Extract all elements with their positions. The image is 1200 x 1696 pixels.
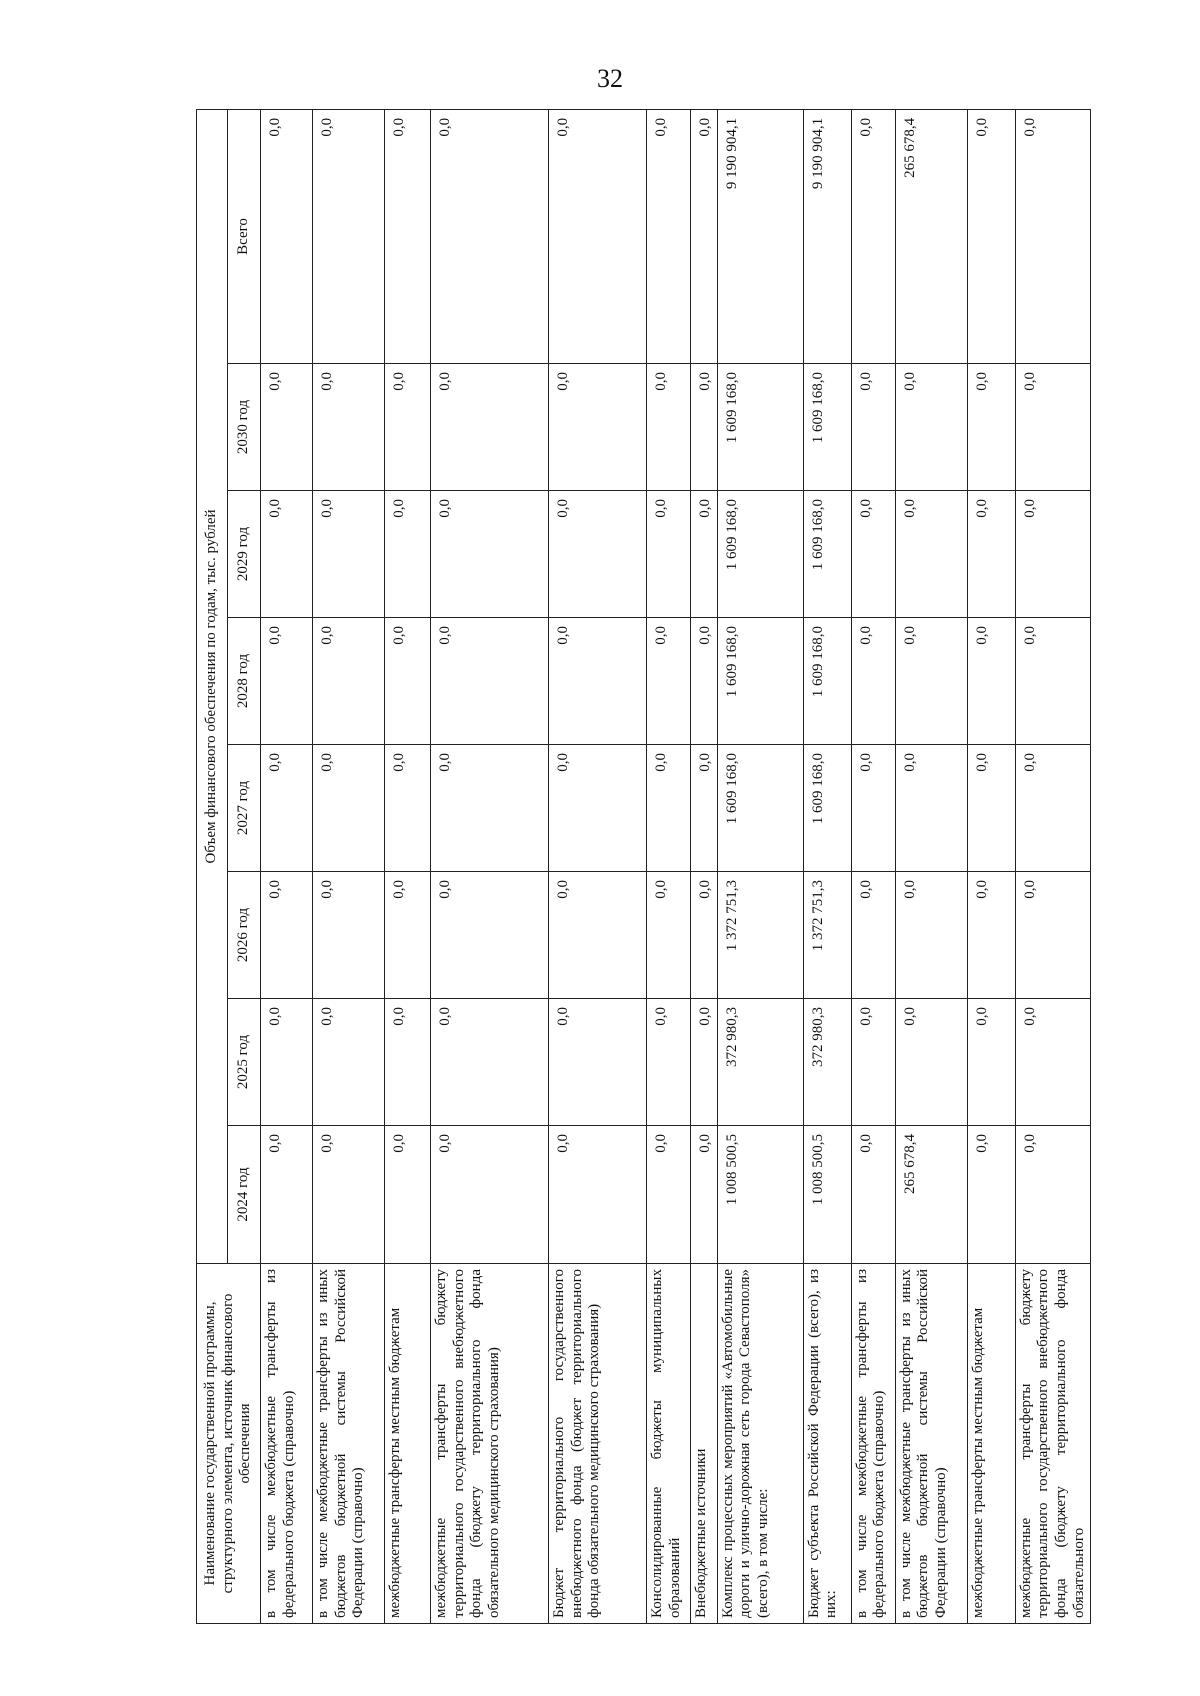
value-cell-total: 0,0 [647, 109, 691, 363]
value-cell-2027: 0,0 [1015, 745, 1091, 872]
value-cell-2030: 1 609 168,0 [717, 364, 803, 491]
value-cell-2028: 0,0 [431, 618, 549, 745]
rotated-table-container [196, 110, 1087, 1624]
value-cell-total: 0,0 [691, 109, 718, 363]
value-cell-2027: 0,0 [431, 745, 549, 872]
value-cell-2024: 0,0 [647, 1126, 691, 1264]
value-cell-2030: 0,0 [1015, 364, 1091, 491]
value-cell-2026: 1 372 751,3 [803, 872, 851, 999]
value-cell-2025: 0,0 [851, 999, 895, 1126]
value-cell-2029: 0,0 [691, 491, 718, 618]
value-cell-2024: 0,0 [967, 1126, 1015, 1264]
table-header-row-1 [197, 109, 228, 1623]
header-year-2030: 2030 год [228, 364, 261, 491]
value-cell-2028: 1 609 168,0 [717, 618, 803, 745]
header-year-2026: 2026 год [228, 872, 261, 999]
value-cell-2030: 0,0 [385, 364, 431, 491]
value-cell-2026: 0,0 [549, 872, 647, 999]
value-cell-2028: 0,0 [261, 618, 313, 745]
value-cell-2026: 0,0 [691, 872, 718, 999]
value-cell-2025: 372 980,3 [717, 999, 803, 1126]
value-cell-2027: 0,0 [261, 745, 313, 872]
value-cell-2025: 0,0 [967, 999, 1015, 1126]
value-cell-2026: 0,0 [1015, 872, 1091, 999]
header-year-2024: 2024 год [228, 1126, 261, 1264]
value-cell-2025: 0,0 [895, 999, 967, 1126]
value-cell-2026: 0,0 [967, 872, 1015, 999]
value-cell-2024: 0,0 [1015, 1126, 1091, 1264]
value-cell-2030: 1 609 168,0 [803, 364, 851, 491]
table-body [261, 109, 1091, 1623]
table-row [967, 109, 1015, 1623]
value-cell-2026: 0,0 [851, 872, 895, 999]
value-cell-2029: 1 609 168,0 [803, 491, 851, 618]
row-name-cell: Внебюджетные источники [691, 1264, 718, 1624]
value-cell-2030: 0,0 [261, 364, 313, 491]
value-cell-2027: 1 609 168,0 [803, 745, 851, 872]
row-name-cell: Комплекс процессных мероприятий «Автомобильные дороги и улично-дорожная сеть города Севастополя» (всего), в том числе: [717, 1264, 803, 1624]
value-cell-total: 9 190 904,1 [717, 109, 803, 363]
value-cell-2028: 0,0 [1015, 618, 1091, 745]
value-cell-total: 0,0 [261, 109, 313, 363]
row-name-cell: в том числе межбюджетные трансферты из иных бюджетов бюджетной системы Российской Федерации (справочно) [313, 1264, 385, 1624]
value-cell-2029: 0,0 [431, 491, 549, 618]
value-cell-2028: 0,0 [967, 618, 1015, 745]
value-cell-2029: 0,0 [967, 491, 1015, 618]
value-cell-2026: 0,0 [385, 872, 431, 999]
value-cell-total: 0,0 [549, 109, 647, 363]
value-cell-2030: 0,0 [431, 364, 549, 491]
value-cell-2027: 0,0 [895, 745, 967, 872]
value-cell-2026: 0,0 [313, 872, 385, 999]
value-cell-2030: 0,0 [895, 364, 967, 491]
value-cell-2024: 0,0 [313, 1126, 385, 1264]
value-cell-2027: 0,0 [647, 745, 691, 872]
value-cell-2027: 1 609 168,0 [717, 745, 803, 872]
table-row [313, 109, 385, 1623]
value-cell-2028: 0,0 [647, 618, 691, 745]
value-cell-total: 0,0 [1015, 109, 1091, 363]
value-cell-2025: 0,0 [1015, 999, 1091, 1126]
value-cell-2028: 0,0 [313, 618, 385, 745]
header-year-2029: 2029 год [228, 491, 261, 618]
table-row [647, 109, 691, 1623]
value-cell-2027: 0,0 [313, 745, 385, 872]
value-cell-2027: 0,0 [549, 745, 647, 872]
value-cell-2024: 0,0 [431, 1126, 549, 1264]
table-row [385, 109, 431, 1623]
value-cell-2024: 0,0 [549, 1126, 647, 1264]
table-row [895, 109, 967, 1623]
row-name-cell: Бюджет субъекта Российской Федерации (всего), из них: [803, 1264, 851, 1624]
value-cell-2027: 0,0 [691, 745, 718, 872]
value-cell-2028: 0,0 [549, 618, 647, 745]
value-cell-2028: 0,0 [385, 618, 431, 745]
value-cell-2027: 0,0 [851, 745, 895, 872]
value-cell-2029: 0,0 [851, 491, 895, 618]
value-cell-2029: 1 609 168,0 [717, 491, 803, 618]
value-cell-2024: 265 678,4 [895, 1126, 967, 1264]
value-cell-2025: 0,0 [549, 999, 647, 1126]
row-name-cell: межбюджетные трансферты бюджету территориального государственного внебюджетного фонда (бюджету территориального фонда обязательного [1015, 1264, 1091, 1624]
table-row [803, 109, 851, 1623]
value-cell-total: 9 190 904,1 [803, 109, 851, 363]
table-row [717, 109, 803, 1623]
value-cell-2025: 0,0 [691, 999, 718, 1126]
value-cell-total: 0,0 [851, 109, 895, 363]
value-cell-total: 0,0 [313, 109, 385, 363]
value-cell-2026: 0,0 [431, 872, 549, 999]
value-cell-2027: 0,0 [385, 745, 431, 872]
header-year-2025: 2025 год [228, 999, 261, 1126]
value-cell-total: 265 678,4 [895, 109, 967, 363]
value-cell-2024: 0,0 [385, 1126, 431, 1264]
value-cell-2029: 0,0 [549, 491, 647, 618]
row-name-cell: межбюджетные трансферты местным бюджетам [967, 1264, 1015, 1624]
table-row [261, 109, 313, 1623]
value-cell-2025: 372 980,3 [803, 999, 851, 1126]
value-cell-2030: 0,0 [967, 364, 1015, 491]
value-cell-2024: 0,0 [261, 1126, 313, 1264]
value-cell-2030: 0,0 [313, 364, 385, 491]
row-name-cell: в том числе межбюджетные трансферты из иных бюджетов бюджетной системы Российской Федерации (справочно) [895, 1264, 967, 1624]
value-cell-2025: 0,0 [385, 999, 431, 1126]
value-cell-2029: 0,0 [385, 491, 431, 618]
value-cell-total: 0,0 [385, 109, 431, 363]
table-row [851, 109, 895, 1623]
value-cell-2024: 1 008 500,5 [717, 1126, 803, 1264]
value-cell-2030: 0,0 [851, 364, 895, 491]
value-cell-2026: 0,0 [895, 872, 967, 999]
value-cell-total: 0,0 [431, 109, 549, 363]
value-cell-2025: 0,0 [313, 999, 385, 1126]
header-financing-group: Объем финансового обеспечения по годам, тыс. рублей [197, 109, 228, 1263]
value-cell-2029: 0,0 [647, 491, 691, 618]
value-cell-2027: 0,0 [967, 745, 1015, 872]
value-cell-2030: 0,0 [647, 364, 691, 491]
row-name-cell: в том числе межбюджетные трансферты из федерального бюджета (справочно) [261, 1264, 313, 1624]
row-name-cell: Бюджет территориального государственного внебюджетного фонда (бюджет территориального фонда обязательного медицинского страхования) [549, 1264, 647, 1624]
value-cell-2028: 0,0 [691, 618, 718, 745]
value-cell-2025: 0,0 [647, 999, 691, 1126]
header-name-column: Наименование государственной программы, структурного элемента, источник финансового обеспечения [197, 1264, 261, 1624]
value-cell-2028: 0,0 [895, 618, 967, 745]
row-name-cell: Консолидированные бюджеты муниципальных образований [647, 1264, 691, 1624]
row-name-cell: в том числе межбюджетные трансферты из федерального бюджета (справочно) [851, 1264, 895, 1624]
value-cell-2028: 1 609 168,0 [803, 618, 851, 745]
financing-table [196, 109, 1091, 1624]
page-number: 32 [597, 64, 623, 93]
table-row [1015, 109, 1091, 1623]
value-cell-2026: 0,0 [647, 872, 691, 999]
value-cell-2026: 1 372 751,3 [717, 872, 803, 999]
value-cell-2029: 0,0 [895, 491, 967, 618]
value-cell-2024: 0,0 [851, 1126, 895, 1264]
value-cell-2028: 0,0 [851, 618, 895, 745]
value-cell-2029: 0,0 [1015, 491, 1091, 618]
table-row [691, 109, 718, 1623]
value-cell-2030: 0,0 [691, 364, 718, 491]
value-cell-2024: 1 008 500,5 [803, 1126, 851, 1264]
header-year-2028: 2028 год [228, 618, 261, 745]
value-cell-total: 0,0 [967, 109, 1015, 363]
value-cell-2030: 0,0 [549, 364, 647, 491]
header-total: Всего [228, 109, 261, 363]
value-cell-2024: 0,0 [691, 1126, 718, 1264]
value-cell-2025: 0,0 [261, 999, 313, 1126]
value-cell-2026: 0,0 [261, 872, 313, 999]
table-row [549, 109, 647, 1623]
value-cell-2025: 0,0 [431, 999, 549, 1126]
row-name-cell: межбюджетные трансферты местным бюджетам [385, 1264, 431, 1624]
value-cell-2029: 0,0 [261, 491, 313, 618]
value-cell-2029: 0,0 [313, 491, 385, 618]
header-year-2027: 2027 год [228, 745, 261, 872]
row-name-cell: межбюджетные трансферты бюджету территориального государственного внебюджетного фонда (бюджету территориального фонда обязательного медицинского страхования) [431, 1264, 549, 1624]
table-row [431, 109, 549, 1623]
